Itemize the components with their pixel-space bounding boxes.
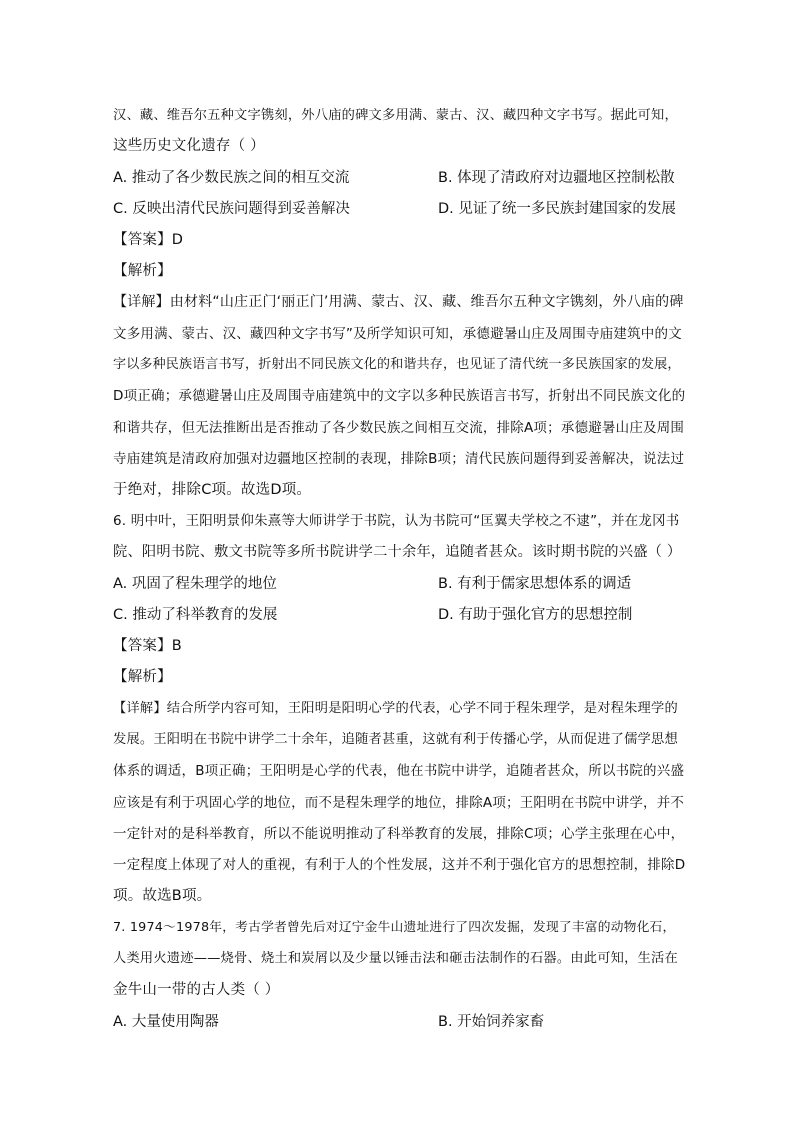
- q5-detail-line-5: 和谐共存，但无法推断出是否推动了各少数民族之间相互交流，排除A项；承德避暑山庄及周围: [113, 420, 685, 436]
- q5-stem-line-2: 这些历史文化遗存（ ）: [113, 138, 265, 154]
- q5-option-b: B. 体现了清政府对边疆地区控制松散: [438, 170, 675, 186]
- q6-detail-line-4: 应该是有利于巩固心学的地位，而不是程朱理学的地位，排除A项；王阳明在书院中讲学，并不: [113, 795, 685, 811]
- q7-stem-line-1: 7. 1974～1978年，考古学者曾先后对辽宁金牛山遗址进行了四次发掘，发现了丰富的动物化石，: [113, 920, 676, 935]
- q5-answer: 【答案】D: [113, 232, 184, 248]
- q6-detail-line-2: 发展。王阳明在书院中讲学二十余年，追随者甚重，这就有利于传播心学，从而促进了儒学思想: [113, 732, 678, 747]
- q5-detail-line-2: 文多用满、蒙古、汉、藏四种文字书写”及所学知识可知，承德避暑山庄及周围寺庙建筑中的文: [113, 326, 682, 342]
- q6-stem-line-1: 6. 明中叶，王阳明景仰朱熹等大师讲学于书院，认为书院可“匡翼夫学校之不逮”，并在龙冈书: [113, 513, 680, 529]
- q6-option-c: C. 推动了科举教育的发展: [113, 607, 278, 623]
- q6-detail-line-5: 一定针对的是科举教育，所以不能说明推动了科举教育的发展，排除C项；心学主张理在心中，: [113, 826, 685, 842]
- q6-analysis-label: 【解析】: [113, 669, 172, 685]
- q5-option-c: C. 反映出清代民族问题得到妥善解决: [113, 201, 350, 217]
- q5-stem-line-1: 汉、藏、维吾尔五种文字镌刻，外八庙的碑文多用满、蒙古、汉、藏四种文字书写。据此可知，: [113, 108, 678, 123]
- q5-analysis-label: 【解析】: [113, 263, 172, 279]
- q5-detail-line-7: 于绝对，排除C项。故选D项。: [113, 482, 312, 498]
- q6-detail-line-1: 【详解】结合所学内容可知，王阳明是阳明心学的代表，心学不同于程朱理学，是对程朱理学的: [113, 701, 678, 716]
- q5-detail-line-6: 寺庙建筑是清政府加强对边疆地区控制的表现，排除B项；清代民族问题得到妥善解决，说法过: [113, 451, 685, 467]
- q6-stem-line-2: 院、阳明书院、敷文书院等多所书院讲学二十余年，追随者甚众。该时期书院的兴盛（ ）: [113, 544, 682, 560]
- q7-stem-line-2: 人类用火遗迹——烧骨、烧土和炭屑以及少量以锤击法和砸击法制作的石器。由此可知，生活在: [113, 951, 678, 966]
- q6-detail-line-7: 项。故选B项。: [113, 888, 212, 904]
- q5-detail-line-4: D项正确；承德避暑山庄及周围寺庙建筑中的文字以多种民族语言书写，折射出不同民族文化的: [113, 388, 686, 404]
- q6-detail-line-6: 一定程度上体现了对人的重视，有利于人的个性发展，这并不利于强化官方的思想控制，排除D: [113, 857, 686, 873]
- q5-detail-line-3: 字以多种民族语言书写，折射出不同民族文化的和谐共存，也见证了清代统一多民族国家的发展，: [113, 357, 681, 372]
- q6-option-a: A. 巩固了程朱理学的地位: [113, 576, 277, 592]
- q5-option-a: A. 推动了各少数民族之间的相互交流: [113, 170, 350, 186]
- q6-answer: 【答案】B: [113, 638, 182, 654]
- q6-option-d: D. 有助于强化官方的思想控制: [438, 607, 633, 623]
- q7-stem-line-3: 金牛山一带的古人类（ ）: [113, 982, 280, 998]
- q5-option-d: D. 见证了统一多民族封建国家的发展: [438, 201, 676, 217]
- q6-option-b: B. 有利于儒家思想体系的调适: [438, 576, 632, 592]
- q7-option-b: B. 开始饲养家畜: [438, 1014, 545, 1030]
- q7-option-a: A. 大量使用陶器: [113, 1014, 219, 1030]
- q5-detail-line-1: 【详解】由材料“山庄正门‘丽正门’用满、蒙古、汉、藏、维吾尔五种文字镌刻，外八庙的碑: [113, 294, 684, 310]
- q6-detail-line-3: 体系的调适，B项正确；王阳明是心学的代表，他在书院中讲学，追随者甚众，所以书院的兴盛: [113, 763, 685, 779]
